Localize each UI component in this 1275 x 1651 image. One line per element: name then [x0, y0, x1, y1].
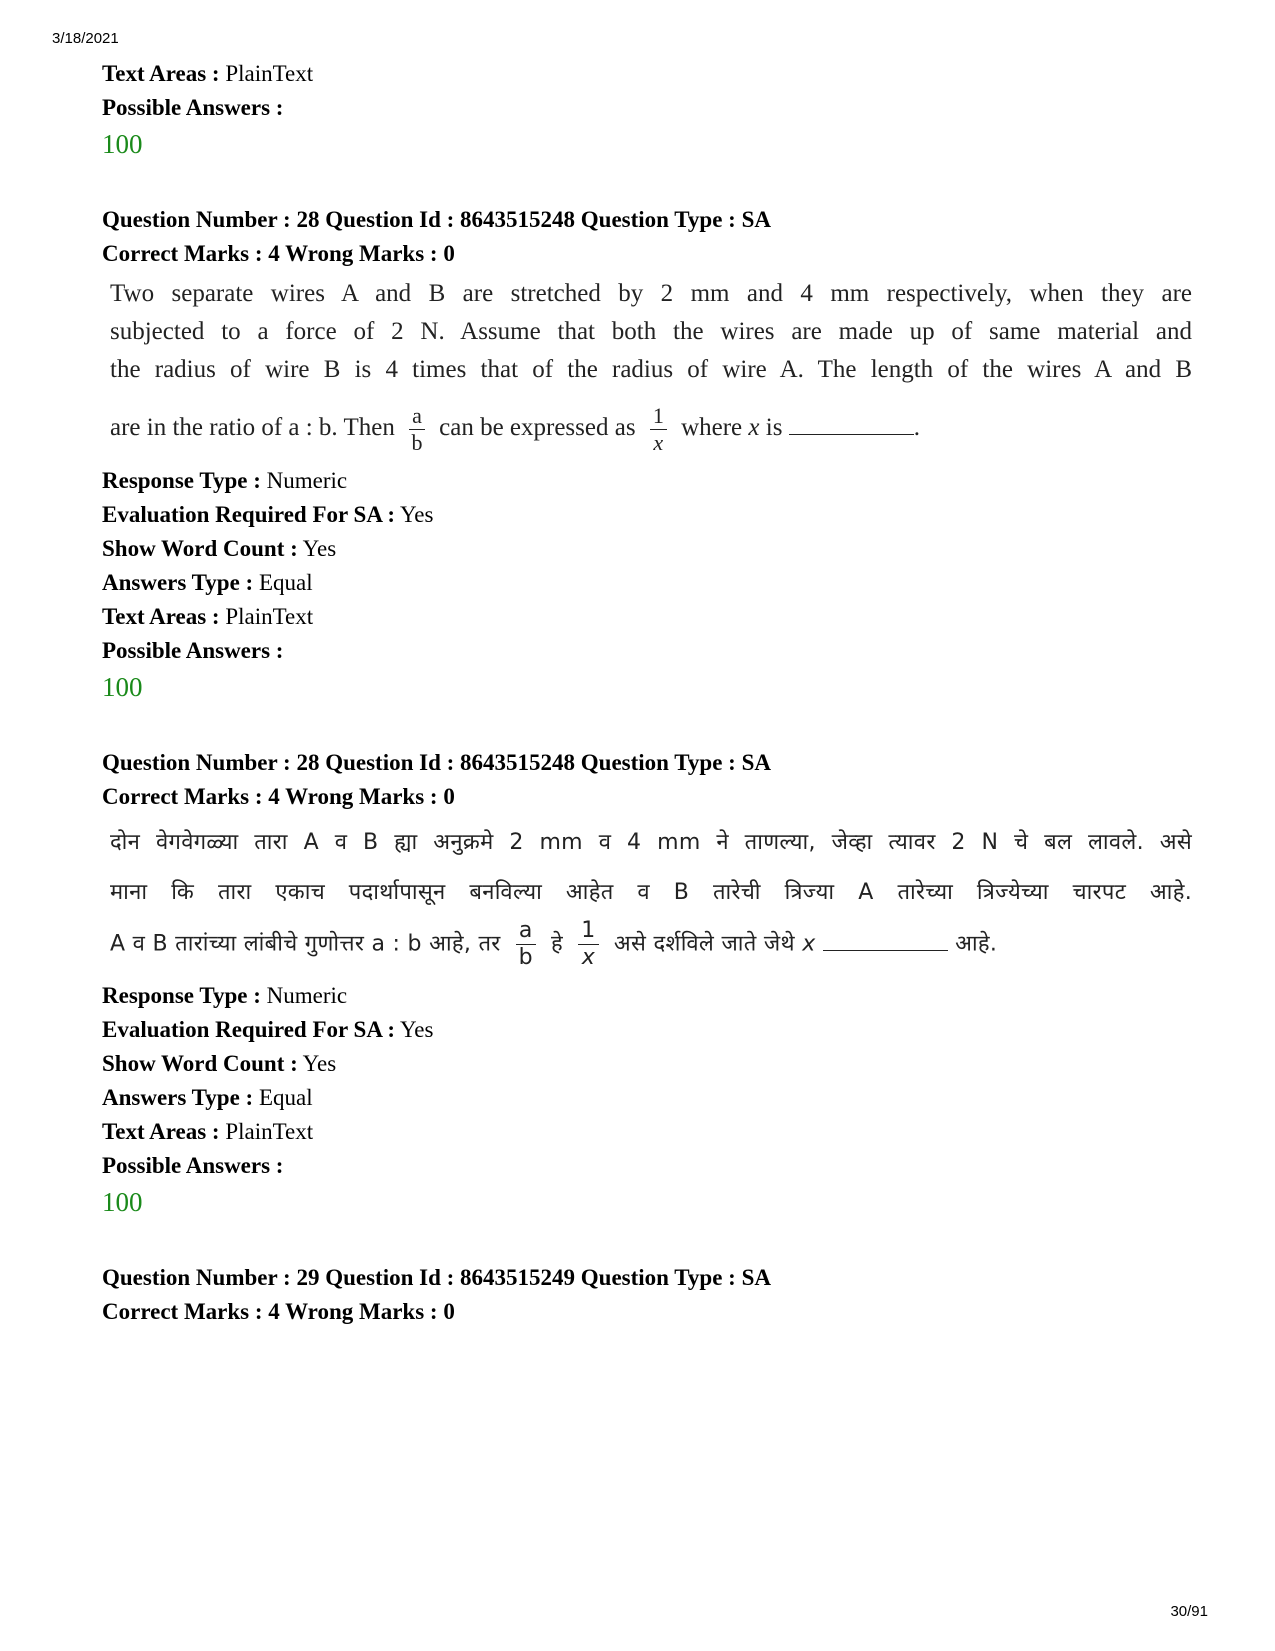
fraction-a-over-b — [516, 918, 536, 971]
question-text-line — [110, 403, 1192, 456]
response-type-value: Numeric — [260, 468, 348, 493]
question-marks: Correct Marks : 4 Wrong Marks : 0 — [102, 784, 455, 809]
frac-num: a — [409, 403, 425, 430]
document-content — [102, 57, 1192, 1329]
text-areas-row — [102, 57, 1192, 91]
question-header: Question Number : 29 Question Id : 8643515249 Question Type : SA — [102, 1265, 771, 1290]
fraction-a-over-b — [409, 403, 425, 456]
question-marks: Correct Marks : 4 Wrong Marks : 0 — [102, 241, 455, 266]
evaluation-value: Yes — [395, 502, 434, 527]
answers-type-value: Equal — [253, 1085, 313, 1110]
answers-type-label: Answers Type : — [102, 1085, 254, 1110]
question-block — [102, 746, 1192, 1221]
response-type-label: Response Type : — [102, 468, 261, 493]
possible-answers-label: Possible Answers : — [102, 95, 284, 120]
q-text-part: where — [681, 414, 743, 442]
frac-den: x — [653, 430, 664, 455]
question-header: Question Number : 28 Question Id : 8643515248 Question Type : SA — [102, 750, 771, 775]
frac-den: b — [411, 430, 423, 455]
evaluation-label: Evaluation Required For SA : — [102, 502, 396, 527]
q-text-part: आहे. — [955, 931, 998, 957]
question-block — [102, 203, 1192, 706]
question-text-line — [110, 918, 1192, 971]
question-header: Question Number : 28 Question Id : 8643515248 Question Type : SA — [102, 207, 771, 232]
word-count-row — [102, 1047, 1192, 1081]
question-text-line: दोन वेगवेगळ्या तारा A व B ह्या अनुक्रमे 2 mm व 4 mm ने ताणल्या, जेव्हा त्यावर 2 N चे बल लावले. असे — [110, 830, 1192, 855]
q-variable: x — [802, 931, 816, 957]
word-count-label: Show Word Count : — [102, 536, 298, 561]
q-text-part: असे दर्शविले जाते जेथे — [613, 931, 795, 957]
q-variable: x — [748, 414, 760, 442]
frac-num: a — [516, 918, 536, 945]
possible-answer-value: 100 — [102, 672, 143, 702]
text-areas-row — [102, 1115, 1192, 1149]
answers-type-row — [102, 1081, 1192, 1115]
text-areas-label: Text Areas : — [102, 604, 220, 629]
question-text — [110, 818, 1192, 971]
q-text-part: . — [913, 414, 920, 442]
response-type-value: Numeric — [260, 983, 348, 1008]
word-count-label: Show Word Count : — [102, 1051, 298, 1076]
response-type-row — [102, 464, 1192, 498]
evaluation-value: Yes — [395, 1017, 434, 1042]
frac-den: b — [518, 945, 533, 970]
answers-type-label: Answers Type : — [102, 570, 254, 595]
question-text-line: the radius of wire B is 4 times that of the radius of wire A. The length of the wires A and B — [110, 356, 1192, 383]
frac-den: x — [581, 945, 596, 970]
response-type-label: Response Type : — [102, 983, 261, 1008]
answers-type-value: Equal — [253, 570, 313, 595]
possible-answer-value: 100 — [102, 1187, 143, 1217]
question-text-line: subjected to a force of 2 N. Assume that both the wires are made up of same material and — [110, 318, 1192, 345]
question-text — [110, 275, 1192, 456]
text-areas-value: PlainText — [219, 61, 314, 86]
answers-type-row — [102, 566, 1192, 600]
q-text-part: is — [765, 414, 783, 442]
frac-num: 1 — [578, 918, 598, 945]
question-text-line: माना कि तारा एकाच पदार्थापासून बनविल्या आहेत व B तारेची त्रिज्या A तारेच्या त्रिज्येच्या चारपट आहे. — [110, 880, 1192, 905]
evaluation-label: Evaluation Required For SA : — [102, 1017, 396, 1042]
text-areas-label: Text Areas : — [102, 1119, 220, 1144]
possible-answers-label: Possible Answers : — [102, 1153, 284, 1178]
page-number: 30/91 — [1170, 1603, 1208, 1620]
possible-answer-value: 100 — [102, 129, 143, 159]
possible-answers-label: Possible Answers : — [102, 638, 284, 663]
evaluation-row — [102, 1013, 1192, 1047]
frac-num: 1 — [650, 403, 667, 430]
word-count-value: Yes — [297, 536, 337, 561]
q-text-part: A व B तारांच्या लांबीचे गुणोत्तर a : b आहे, तर — [110, 931, 501, 957]
question-marks: Correct Marks : 4 Wrong Marks : 0 — [102, 1299, 455, 1324]
text-areas-value: PlainText — [219, 604, 314, 629]
q-text-part: can be expressed as — [439, 414, 636, 442]
text-areas-value: PlainText — [219, 1119, 314, 1144]
question-text-line: Two separate wires A and B are stretched by 2 mm and 4 mm respectively, when they are — [110, 280, 1192, 307]
evaluation-row — [102, 498, 1192, 532]
text-areas-row — [102, 600, 1192, 634]
fraction-1-over-x — [650, 403, 667, 456]
question-block — [102, 1261, 1192, 1329]
text-areas-label: Text Areas : — [102, 61, 220, 86]
answer-blank — [789, 416, 914, 435]
print-date: 3/18/2021 — [52, 30, 119, 47]
fraction-1-over-x — [578, 918, 598, 971]
answer-blank — [823, 932, 948, 951]
word-count-value: Yes — [297, 1051, 337, 1076]
q-text-part: हे — [551, 931, 563, 957]
word-count-row — [102, 532, 1192, 566]
q-text-part: are in the ratio of a : b. Then — [110, 414, 395, 442]
response-type-row — [102, 979, 1192, 1013]
